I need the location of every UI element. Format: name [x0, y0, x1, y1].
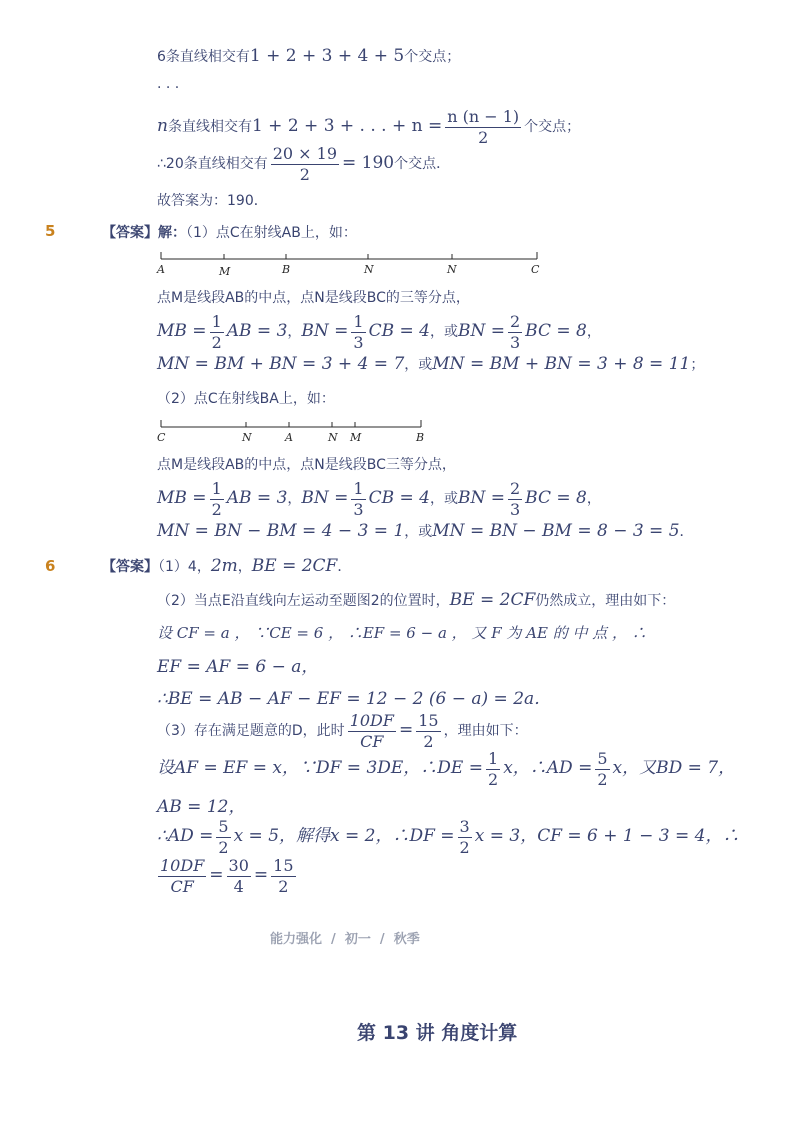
math: BC = 8 [525, 321, 587, 341]
q5-p1-equations [157, 309, 601, 354]
math: = [253, 865, 269, 885]
q5-p1-mn [157, 354, 704, 374]
text: ． [337, 559, 352, 575]
label-m: M [219, 265, 231, 278]
denominator: 2 [278, 876, 289, 896]
numerator: n (n − 1) [447, 106, 520, 126]
math: x = 5，解得x = 2，∴DF = [233, 826, 455, 846]
fraction [458, 817, 472, 858]
text: （3）存在满足题意的D，此时 [157, 723, 345, 739]
label-b: B [416, 431, 425, 444]
fraction [210, 479, 224, 520]
text: 条直线相交有 [167, 119, 252, 135]
q6-part2-title [157, 590, 675, 610]
math: MN = BN − BM = 8 − 3 = 5 [432, 521, 680, 541]
q6-part2-line3 [157, 684, 551, 709]
math: CB = 4 [368, 488, 430, 508]
q5-p2-desc [157, 454, 456, 474]
denominator: 2 [211, 332, 222, 352]
question-number-6: 6 [45, 557, 56, 575]
fraction [227, 856, 251, 897]
q5-part2-title [157, 388, 335, 408]
denominator: 3 [509, 499, 521, 519]
fraction [351, 312, 365, 353]
text: 点M是线段AB的中点，点N是线段BC的三等分点， [157, 290, 470, 306]
numerator: 1 [488, 748, 499, 768]
q5-p2-mn [157, 521, 694, 541]
q6-part3-line4 [155, 853, 299, 898]
numerator: 1 [211, 478, 222, 498]
text: 个交点； [404, 49, 461, 65]
math: BE = 2CF [449, 590, 536, 610]
math: = [209, 865, 224, 885]
fraction [595, 749, 609, 790]
denominator: CF [170, 876, 194, 896]
text: 点M是线段AB的中点，点N是线段BC三等分点， [157, 457, 456, 473]
q5-p1-desc [157, 287, 470, 307]
ellipsis: · · · [157, 80, 180, 96]
denominator: 3 [353, 332, 364, 352]
denominator: 2 [478, 127, 489, 147]
q6-part1 [102, 556, 351, 576]
math-n: n [157, 116, 168, 136]
math: AB = 12， [157, 797, 246, 817]
numerator: 1 [353, 478, 364, 498]
q6-part3-line1 [157, 746, 735, 791]
part1-title: （1）点C在射线AB上，如： [186, 225, 357, 241]
numerator: 15 [273, 855, 294, 875]
label-c: C [531, 263, 540, 276]
denominator: 3 [353, 499, 364, 519]
label-n2: N [447, 263, 457, 276]
denominator: 2 [488, 769, 499, 789]
math: 1 + 2 + 3 + 4 + 5 [249, 46, 405, 66]
math: 2m [210, 556, 238, 576]
text: 仍然成立，理由如下： [535, 593, 676, 609]
q6-part2-line2 [157, 652, 318, 677]
denominator: 2 [211, 499, 222, 519]
numerator: 5 [597, 748, 608, 768]
text: ， [237, 559, 252, 575]
answer-label: 【答案】 [102, 559, 158, 575]
fraction [445, 107, 521, 148]
fraction [486, 749, 500, 790]
ellipsis-line [157, 80, 179, 96]
text: ∴20条直线相交有 [157, 156, 268, 172]
numerator: 10DF [160, 855, 205, 875]
solution-label: 解： [158, 225, 186, 241]
math: MN = BM + BN = 3 + 4 = 7 [157, 354, 405, 374]
math: 1 + 2 + 3 + . . . + n = [251, 116, 443, 136]
text: 个交点． [394, 156, 451, 172]
text: ， [287, 491, 302, 507]
denominator: 3 [509, 332, 521, 352]
math: CB = 4 [368, 321, 430, 341]
fraction [508, 312, 522, 353]
math: ∴BE = AB − AF − EF = 12 − 2 (6 − a) = 2a． [157, 689, 552, 709]
label-n1: N [242, 431, 252, 444]
text: ，或 [404, 524, 433, 540]
text: （2）当点E沿直线向左运动至题图2的位置时， [157, 593, 450, 609]
question-number-5: 5 [45, 222, 56, 240]
denominator: 2 [459, 837, 470, 857]
math: = 190 [342, 153, 395, 173]
figure-1-line-segment [155, 248, 545, 278]
math: AB = 3 [226, 488, 288, 508]
numerator: 3 [459, 816, 470, 836]
text: ， [287, 324, 302, 340]
math: AB = 3 [226, 321, 288, 341]
math: MB = [157, 321, 207, 341]
text: ， [586, 324, 601, 340]
label-m: M [350, 431, 362, 444]
text: ， [586, 491, 601, 507]
text: 6条直线相交有 [157, 49, 250, 65]
math: 设AF = EF = x，∵DF = 3DE，∴DE = [157, 758, 483, 778]
text: 个交点； [524, 119, 581, 135]
numerator: 30 [228, 855, 249, 875]
text: （1）4， [158, 559, 211, 575]
math: BN = [457, 321, 505, 341]
chapter-title: 第 13 讲 角度计算 [357, 1022, 518, 1044]
denominator: 4 [233, 876, 244, 896]
answer-label: 【答案】 [102, 225, 158, 241]
fraction [216, 817, 230, 858]
text: ． [679, 524, 694, 540]
label-b: B [282, 263, 291, 276]
text: ； [690, 357, 705, 373]
math: x，∴AD = [503, 758, 593, 778]
text: （2）点C在射线BA上，如： [157, 391, 335, 407]
label-a: A [157, 263, 165, 276]
math: MN = BM + BN = 3 + 8 = 11 [432, 354, 691, 374]
figure-2-line-segment [155, 416, 435, 446]
math: MB = [157, 488, 207, 508]
denominator: 2 [597, 769, 608, 789]
fraction [271, 144, 339, 185]
label-n1: N [364, 263, 374, 276]
math: BE = 2CF [251, 556, 338, 576]
text: 故答案为：190． [157, 193, 268, 209]
numerator: 2 [509, 311, 521, 331]
fraction [210, 312, 224, 353]
numerator: 15 [418, 710, 439, 730]
text: ，或 [404, 357, 433, 373]
q5-p2-equations [157, 476, 601, 521]
text: ，理由如下： [443, 723, 528, 739]
math: x = 3，CF = 6 + 1 − 3 = 4，∴ [474, 826, 740, 846]
denominator: CF [360, 731, 384, 751]
math: BN = [457, 488, 505, 508]
math: BN = [301, 488, 349, 508]
numerator: 1 [353, 311, 364, 331]
numerator: 5 [218, 816, 229, 836]
answer-190-line [157, 190, 268, 210]
page-footer: 能力强化 / 初一 / 秋季 [270, 932, 420, 947]
numerator: 1 [211, 311, 222, 331]
numerator: 2 [509, 478, 521, 498]
fraction [351, 479, 365, 520]
math: = [398, 720, 414, 740]
text: ，或 [429, 491, 458, 507]
label-n2: N [328, 431, 338, 444]
math: BN = [301, 321, 349, 341]
math: x，又BD = 7， [612, 758, 736, 778]
math: ∴AD = [157, 826, 214, 846]
label-a: A [285, 431, 293, 444]
numerator: 20 × 19 [272, 143, 338, 163]
math: MN = BN − BM = 4 − 3 = 1 [157, 521, 405, 541]
fraction [158, 856, 206, 897]
fraction [508, 479, 522, 520]
fraction [271, 856, 295, 897]
line-6-lines [157, 46, 460, 66]
text: ，或 [429, 324, 458, 340]
numerator: 10DF [349, 710, 394, 730]
denominator: 2 [218, 837, 229, 857]
q5-header [102, 222, 357, 242]
math: EF = AF = 6 − a， [157, 657, 319, 677]
q6-part2-line1 [157, 622, 647, 643]
label-c: C [157, 431, 166, 444]
denominator: 2 [423, 731, 434, 751]
denominator: 2 [299, 164, 310, 184]
line-20-lines [157, 141, 450, 186]
math: BC = 8 [525, 488, 587, 508]
math: 设 CF = a ， ∵CE = 6 ， ∴EF = 6 − a ， 又 F 为 AE 的 中 点 ， ∴ [157, 624, 647, 642]
